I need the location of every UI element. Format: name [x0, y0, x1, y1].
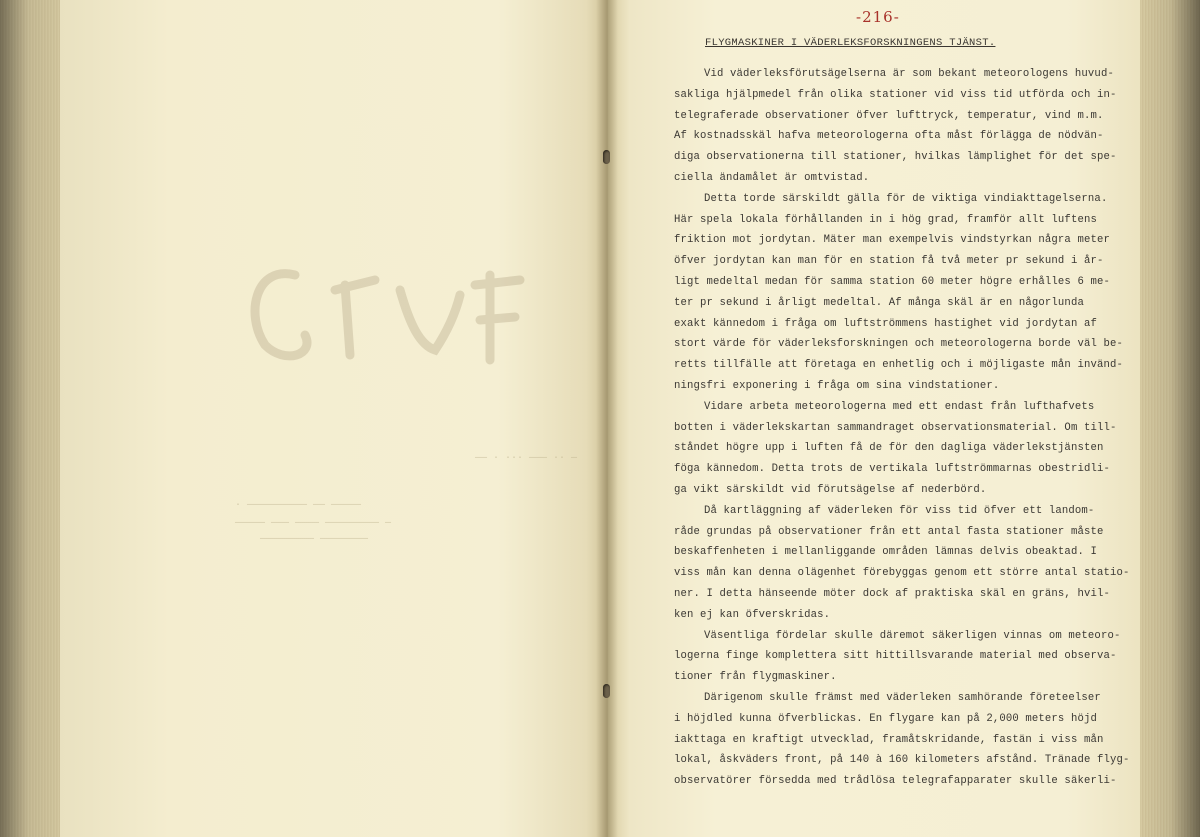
text-line: tioner från flygmaskiner. [674, 671, 837, 684]
text-line: ner. I detta hänseende möter dock af praktiska skäl en gräns, hvil- [674, 587, 1110, 600]
text-line: Då kartläggning af väderleken för viss tid öfver ett landom- [704, 504, 1095, 517]
text-line: botten i väderlekskartan sammandraget observationsmaterial. Om till- [674, 421, 1117, 434]
text-line: retts tillfälle att företaga en enhetlig och i möjligaste mån invänd- [674, 359, 1124, 372]
show-through-lettering-decoration [235, 255, 535, 385]
binding-hole [603, 150, 610, 164]
text-line: ga vikt särskildt vid förutsägelse af nederbörd. [674, 483, 987, 496]
show-through-text: — ·· ——— ··· · —— [475, 453, 578, 464]
text-line: iakttaga en kraftigt utvecklad, framåtskridande, fastän i viss mån [674, 733, 1104, 746]
text-line: ciella ändamålet är omtvistad. [674, 171, 870, 184]
text-line: stort värde för väderleksforskningen och meteorologerna borde väl be- [674, 338, 1124, 351]
text-line: Vidare arbeta meteorologerna med ett endast från lufthafvets [704, 400, 1095, 413]
text-line: Detta torde särskildt gälla för de viktiga vindiakttagelserna. [704, 192, 1108, 205]
text-line: råde grundas på observationer från ett antal fasta stationer måste [674, 525, 1104, 538]
text-line: sakliga hjälpmedel från olika stationer vid viss tid utförda och in- [674, 88, 1117, 101]
show-through-text: — ————————— ———— ——— ————— [235, 518, 392, 529]
text-line: diga observationerna till stationer, hvilkas lämplighet för det spe- [674, 151, 1117, 164]
binding-hole [603, 684, 610, 698]
text-line: ligt medeltal medan för samma station 60 meter högre erhålles 6 me- [674, 275, 1110, 288]
text-line: friktion mot jordytan. Mäter man exempelvis vindstyrkan några meter [674, 234, 1110, 247]
show-through-text: ————— —— —————————— · [235, 500, 362, 511]
text-line: Af kostnadsskäl hafva meteorologerna ofta måst förlägga de nödvän- [674, 130, 1104, 143]
text-line: ken ej kan öfverskridas. [674, 608, 831, 621]
text-line: ter pr sekund i årligt medeltal. Af många skäl är en någorlunda [674, 296, 1084, 309]
text-line: telegraferade observationer öfver lufttryck, temperatur, vind m.m. [674, 109, 1104, 122]
left-page-blank [60, 0, 608, 837]
show-through-text: ———————— ————————— [260, 534, 369, 545]
text-line: ståndet högre upp i luften få de för den dagliga väderlekstjänsten [674, 442, 1104, 455]
text-line: ningsfri exponering i fråga om sina vindstationer. [674, 379, 1000, 392]
text-line: i höjdled kunna öfverblickas. En flygare kan på 2,000 meters höjd [674, 712, 1097, 725]
text-line: Väsentliga fördelar skulle däremot säkerligen vinnas om meteoro- [704, 629, 1121, 642]
page-title: FLYGMASKINER I VÄDERLEKSFORSKNINGENS TJÄNST. [705, 37, 996, 49]
text-line: viss mån kan denna olägenhet förebyggas genom ett större antal statio- [674, 567, 1130, 580]
text-line: Vid väderleksförutsägelserna är som bekant meteorologens huvud- [704, 68, 1114, 80]
text-line: Därigenom skulle främst med väderleken samhörande företeelser [704, 691, 1101, 704]
text-line: öfver jordytan kan man för en station få två meter pr sekund i år- [674, 255, 1104, 268]
page-edges-right [1140, 0, 1200, 837]
book-gutter [596, 0, 618, 837]
text-line: föga kännedom. Detta trots de vertikala luftströmmarnas obestridli- [674, 463, 1110, 476]
text-line: exakt kännedom i fråga om luftströmmens hastighet vid jordytan af [674, 317, 1097, 330]
text-line: observatörer försedda med trådlösa telegrafapparater skulle säkerli- [674, 775, 1117, 788]
text-line: Här spela lokala förhållanden in i hög grad, framför allt luftens [674, 213, 1097, 226]
text-line: lokal, åskväders front, på 140 à 160 kilometers afstånd. Tränade flyg- [674, 754, 1130, 767]
text-line: logerna finge komplettera sitt hittillsvarande material med observa- [674, 650, 1117, 663]
typed-text-body [674, 64, 1130, 792]
page-number: -216- [856, 8, 900, 26]
text-line: beskaffenheten i mellanliggande områden lämnas delvis obeaktad. I [674, 546, 1097, 559]
